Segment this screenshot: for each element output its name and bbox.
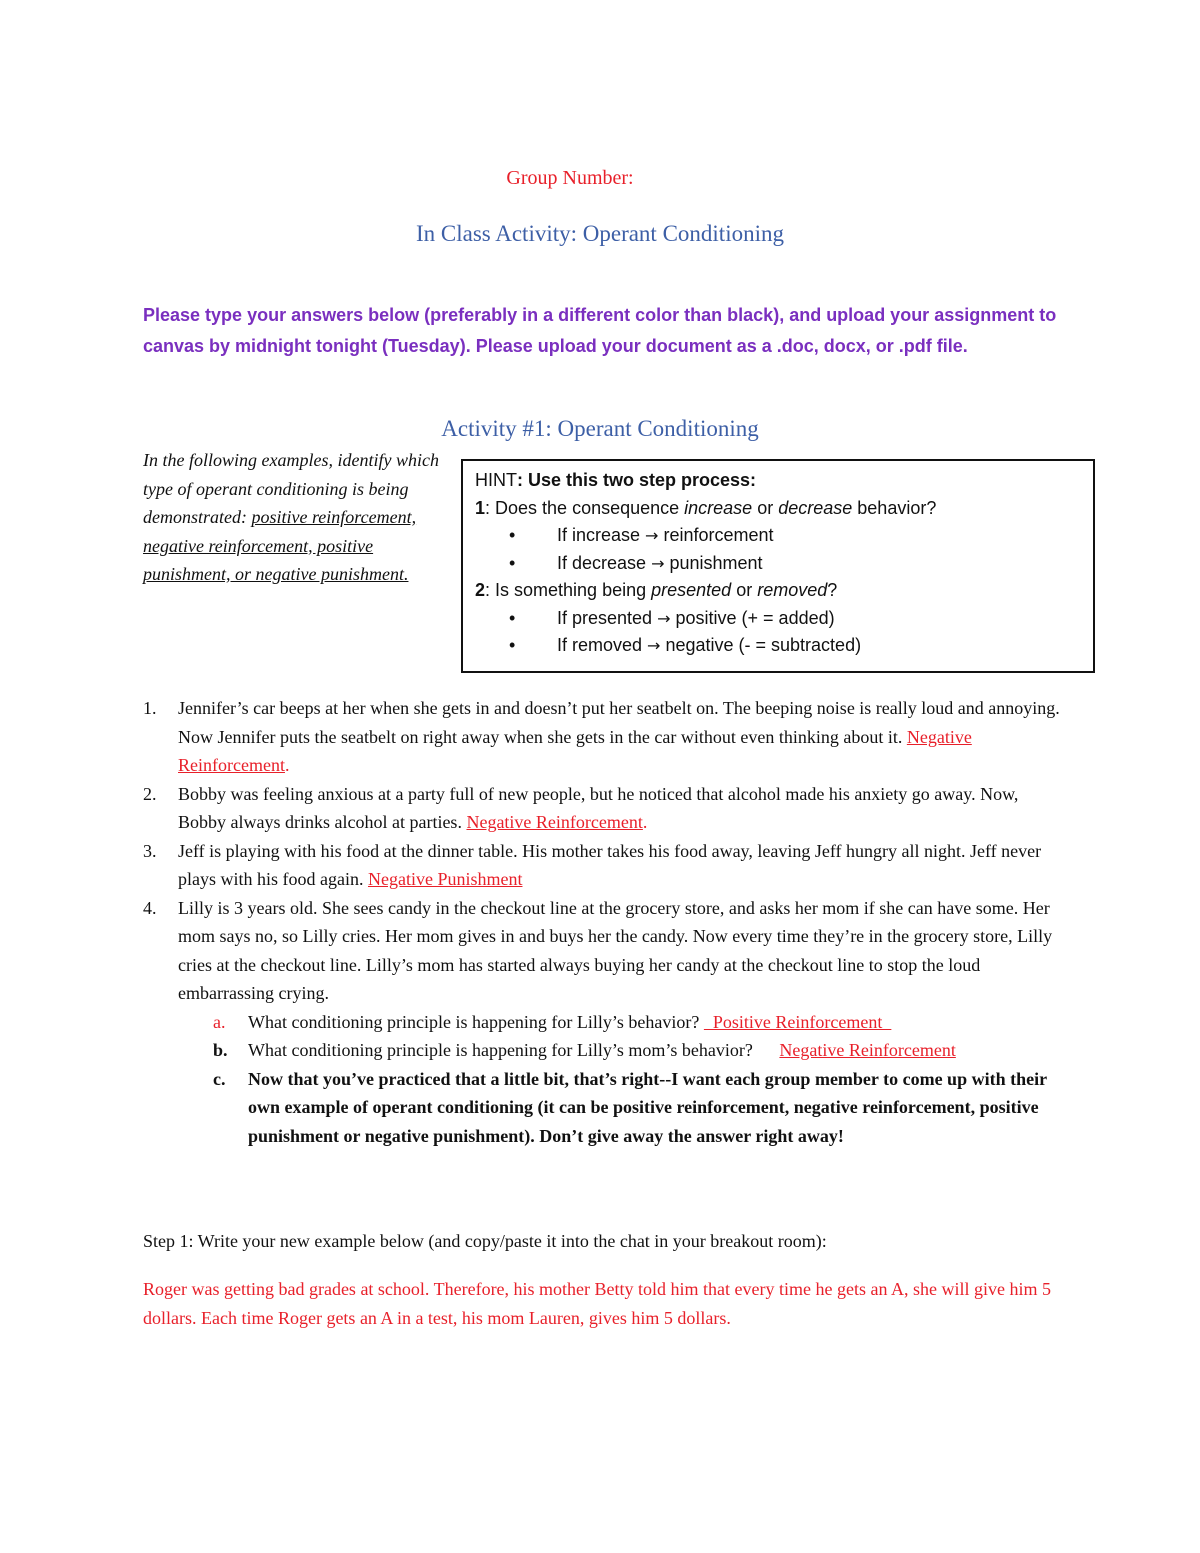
- hint-emphasis: increase: [684, 497, 753, 518]
- question-item: [143, 694, 1063, 780]
- answer-text: Negative Punishment: [367, 869, 523, 889]
- activity-intro: [143, 446, 448, 589]
- bullet-icon: •: [509, 635, 516, 655]
- activity-intro-text: In the following examples, identify which type of operant conditioning is being demonstrated:: [143, 450, 439, 527]
- hint-step-1: [475, 495, 1081, 523]
- hint-text: If decrease: [557, 552, 652, 573]
- answer-text: Positive Reinforcement: [703, 1011, 892, 1032]
- hint-step-number: 2: [475, 580, 486, 600]
- answer-punctuation: .: [284, 755, 290, 775]
- subquestion-letter: c.: [213, 1068, 226, 1089]
- hint-text: If removed: [557, 635, 648, 655]
- hint-label: HINT: [475, 470, 517, 490]
- answer-text: Negative Reinforcement: [466, 812, 643, 832]
- question-number: 2.: [143, 783, 157, 804]
- hint-text: or: [731, 580, 758, 600]
- hint-text: : Does the consequence: [485, 497, 685, 518]
- step-1-prompt: Step 1: Write your new example below (and copy/paste it into the chat in your breakout room):: [143, 1231, 827, 1251]
- answer-punctuation: .: [642, 812, 648, 832]
- hint-text: positive (+ = added): [675, 607, 835, 628]
- subquestion-c: [143, 1065, 1063, 1151]
- hint-bullet-presented: [475, 605, 1081, 633]
- instructions-paragraph: Please type your answers below (preferably in a different color than black), and upload your assignment to canvas by midnight tonight (Tuesday). Please upload your document as a .doc, docx, or .pdf file.: [143, 305, 1057, 356]
- hint-step-2: [475, 577, 1081, 605]
- subquestion-text: Now that you’ve practiced that a little bit, that’s right--I want each group member to come up with their own example of operant conditioning (it can be positive reinforcement, negative reinforcement, positive punishment or negative punishment). Don’t give away the answer right away!: [248, 1068, 1047, 1146]
- arrow-right-icon: →: [645, 526, 659, 545]
- question-text: Jeff is playing with his food at the dinner table. His mother takes his food away, leaving Jeff hungry all night. Jeff never plays with his food again.: [178, 840, 1042, 889]
- subquestion-text: What conditioning principle is happening for Lilly’s mom’s behavior?: [248, 1040, 753, 1060]
- hint-text: If presented: [557, 607, 658, 628]
- question-text: Bobby was feeling anxious at a party full of new people, but he noticed that alcohol made his anxiety go away. Now, Bobby always drinks alcohol at parties.: [178, 783, 1019, 832]
- hint-text: If increase: [557, 525, 646, 545]
- question-number: 3.: [143, 840, 157, 861]
- hint-emphasis: presented: [651, 580, 732, 600]
- hint-heading: [475, 467, 1081, 495]
- answer-text: Negative Reinforcement: [178, 726, 972, 775]
- activity-title: Activity #1: Operant Conditioning: [441, 416, 759, 441]
- question-list: [143, 694, 1063, 1150]
- bullet-icon: •: [509, 607, 516, 628]
- answer-text: Negative Reinforcement: [779, 1040, 956, 1060]
- arrow-right-icon: →: [647, 636, 661, 655]
- question-number: 4.: [143, 897, 157, 918]
- hint-text: reinforcement: [663, 525, 774, 545]
- hint-text: punishment: [669, 552, 763, 573]
- hint-step-number: 1: [475, 497, 486, 518]
- hint-emphasis: removed: [757, 580, 828, 600]
- hint-label-suffix: : Use this two step process:: [517, 470, 757, 490]
- hint-text: ?: [827, 580, 838, 600]
- hint-bullet-increase: [475, 522, 1081, 550]
- question-number: 1.: [143, 698, 157, 718]
- question-text: Jennifer’s car beeps at her when she gets in and doesn’t put her seatbelt on. The beeping noise is really loud and annoying. Now Jennifer puts the seatbelt on right away when she gets in the car without even thinking about it.: [178, 698, 1060, 747]
- hint-emphasis: decrease: [778, 497, 853, 518]
- hint-text: negative (- = subtracted): [665, 635, 862, 655]
- hint-box: [461, 459, 1095, 673]
- question-item: [143, 837, 1063, 894]
- question-item: [143, 780, 1063, 837]
- question-text: Lilly is 3 years old. She sees candy in the checkout line at the grocery store, and asks her mom if she can have some. Her mom says no, so Lilly cries. Her mom gives in and buys her the candy. Now every time they’re in the grocery store, Lilly cries at the checkout line. Lilly’s mom has started always buying her candy at the checkout line to stop the loud embarrassing crying.: [178, 897, 1053, 1003]
- hint-bullet-removed: [475, 632, 1081, 660]
- hint-text: : Is something being: [485, 580, 652, 600]
- hint-text: behavior?: [852, 497, 937, 518]
- page-title: In Class Activity: Operant Conditioning: [416, 221, 784, 246]
- subquestion-b: [143, 1036, 1063, 1065]
- subquestion-a: [143, 1008, 1063, 1037]
- subquestion-text: What conditioning principle is happening for Lilly’s behavior?: [248, 1011, 700, 1032]
- hint-bullet-decrease: [475, 550, 1081, 578]
- bullet-icon: •: [509, 525, 516, 545]
- student-example-answer: Roger was getting bad grades at school. Therefore, his mother Betty told him that every time he gets an A, she will give him 5 dollars. Each time Roger gets an A in a test, his mom Lauren, gives him 5 dollars.: [143, 1279, 1051, 1328]
- subquestion-letter: b.: [213, 1040, 228, 1060]
- bullet-icon: •: [509, 552, 516, 573]
- activity-intro-options: positive reinforcement, negative reinforcement, positive punishment, or negative punishment.: [143, 507, 417, 584]
- arrow-right-icon: →: [657, 608, 671, 628]
- subquestion-letter: a.: [213, 1011, 226, 1032]
- question-item: [143, 894, 1063, 1008]
- group-number-label: Group Number:: [506, 167, 634, 189]
- hint-text: or: [752, 497, 779, 518]
- arrow-right-icon: →: [651, 553, 665, 573]
